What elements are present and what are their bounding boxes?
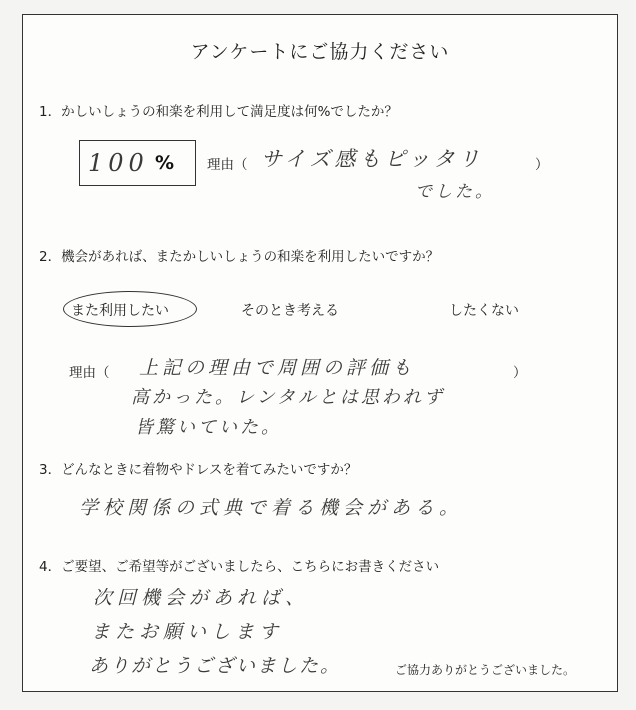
q1-reason-line2: でした。 xyxy=(415,182,495,202)
option-no: したくない xyxy=(449,303,519,319)
q4-line1: 次回機会があれば、 xyxy=(93,587,310,609)
option-consider: そのとき考える xyxy=(241,303,339,319)
q1-reason-close: ） xyxy=(535,157,549,173)
thank-you-footer: ご協力ありがとうございました。 xyxy=(395,663,576,677)
q1-reason-line1: サイズ感もピッタリ xyxy=(261,147,484,171)
q4-line3: ありがとうございました。 xyxy=(89,655,342,677)
satisfaction-value: 100 xyxy=(88,149,149,177)
percent-sign: % xyxy=(155,152,175,174)
question-1: 1．かしいしょうの和楽を利用して満足度は何%でしたか？ xyxy=(39,104,398,120)
question-4: 4．ご要望、ご希望等がございましたら、こちらにお書きください xyxy=(39,559,440,575)
q3-answer: 学校関係の式典で着る機会がある。 xyxy=(79,497,464,519)
q2-reason-line2: 高かった。レンタルとは思われず xyxy=(131,387,445,408)
survey-title: アンケートにご協力ください xyxy=(190,41,450,63)
q2-reason-close: ） xyxy=(513,365,527,381)
q4-line2: またお願いします xyxy=(91,621,284,643)
q2-reason-label: 理由（ xyxy=(69,365,110,381)
satisfaction-box xyxy=(79,140,196,186)
q2-reason-line1: 上記の理由で周囲の評価も xyxy=(139,357,416,379)
q2-reason-line3: 皆驚いていた。 xyxy=(135,417,282,438)
q1-reason-label: 理由（ xyxy=(207,157,248,173)
option-use-again: また利用したい xyxy=(71,303,169,319)
question-3: 3．どんなときに着物やドレスを着てみたいですか？ xyxy=(39,462,358,478)
survey-sheet xyxy=(22,14,618,692)
question-2: 2．機会があれば、またかしいしょうの和楽を利用したいですか？ xyxy=(39,249,440,265)
